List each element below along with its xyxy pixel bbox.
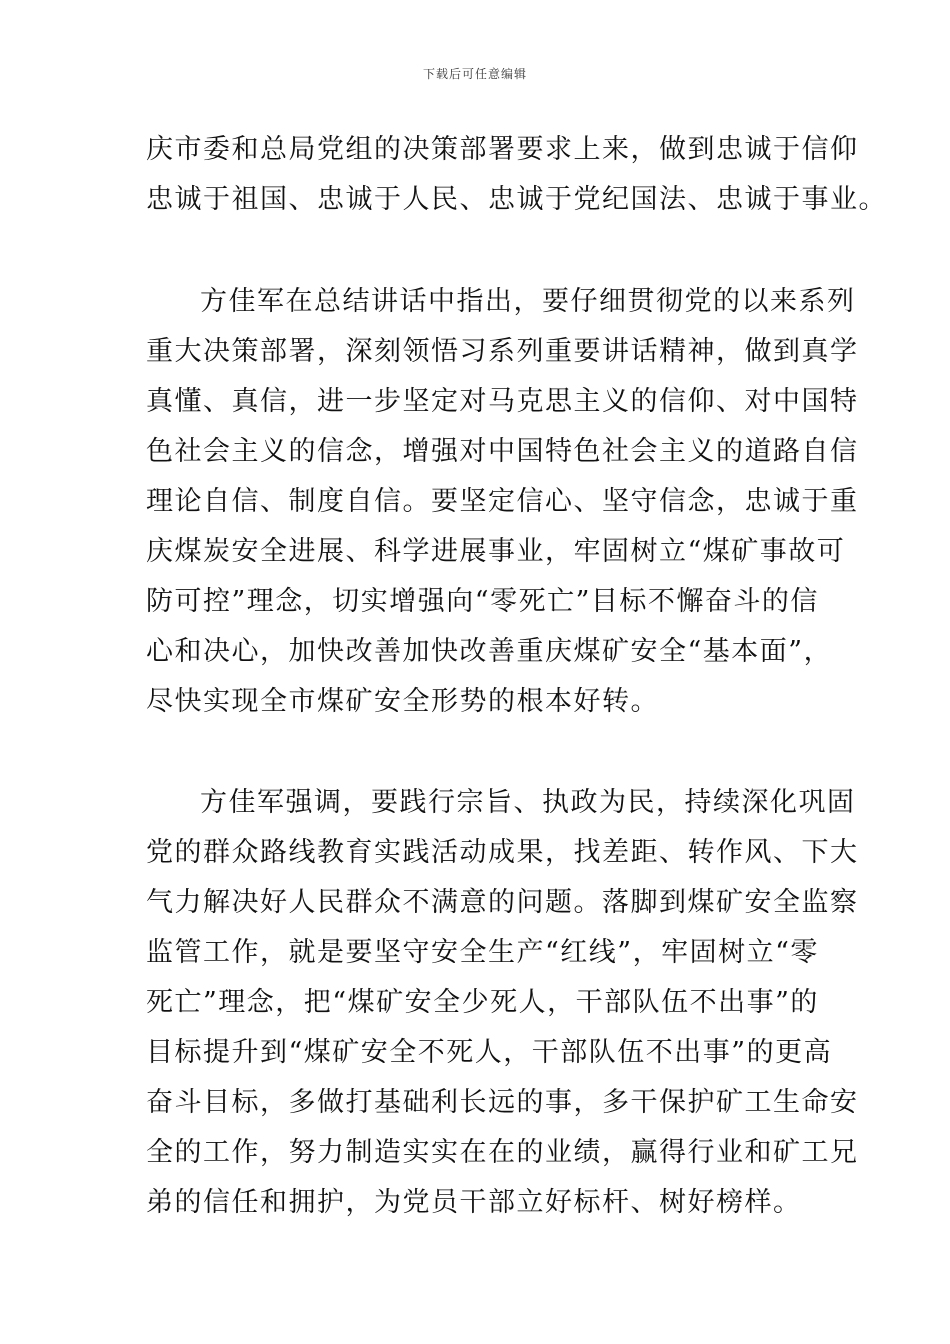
text-line: 色社会主义的信念，增强对中国特色社会主义的道路自信 bbox=[146, 436, 859, 467]
text-line: 死亡”理念，把“煤矿安全少死人，干部队伍不出事”的 bbox=[146, 987, 819, 1018]
text-line: 全的工作，努力制造实实在在的业绩，赢得行业和矿工兄 bbox=[146, 1137, 859, 1168]
text-line: 重大决策部署，深刻领悟习系列重要讲话精神，做到真学 bbox=[146, 336, 859, 367]
text-line: 气力解决好人民群众不满意的问题。落脚到煤矿安全监察 bbox=[146, 887, 859, 918]
text-line: 心和决心，加快改善加快改善重庆煤矿安全“基本面”， bbox=[146, 636, 833, 667]
text-line: 尽快实现全市煤矿安全形势的根本好转。 bbox=[146, 686, 659, 717]
text-line: 忠诚于祖国、忠诚于人民、忠诚于党纪国法、忠诚于事业。 bbox=[146, 184, 887, 215]
text-line: 理论自信、制度自信。要坚定信心、坚守信念，忠诚于重 bbox=[146, 486, 859, 517]
text-line: 庆煤炭安全进展、科学进展事业，牢固树立“煤矿事故可 bbox=[146, 536, 846, 567]
page-header: 下载后可任意编辑 bbox=[422, 67, 527, 81]
text-line: 奋斗目标，多做打基础利长远的事，多干保护矿工生命安 bbox=[146, 1087, 859, 1118]
text-line: 庆市委和总局党组的决策部署要求上来，做到忠诚于信仰 bbox=[146, 134, 859, 165]
text-line: 目标提升到“煤矿安全不死人，干部队伍不出事”的更高 bbox=[146, 1037, 833, 1068]
text-line: 方佳军在总结讲话中指出，要仔细贯彻党的以来系列 bbox=[200, 286, 856, 317]
text-line: 监管工作，就是要坚守安全生产“红线”，牢固树立“零 bbox=[146, 937, 819, 968]
text-line: 弟的信任和拥护，为党员干部立好标杆、树好榜样。 bbox=[146, 1187, 802, 1218]
text-line: 防可控”理念，切实增强向“零死亡”目标不懈奋斗的信 bbox=[146, 586, 819, 617]
text-line: 党的群众路线教育实践活动成果，找差距、转作风、下大 bbox=[146, 837, 859, 868]
text-line: 方佳军强调，要践行宗旨、执政为民，持续深化巩固 bbox=[200, 787, 856, 818]
text-line: 真懂、真信，进一步坚定对马克思主义的信仰、对中国特 bbox=[146, 386, 859, 417]
